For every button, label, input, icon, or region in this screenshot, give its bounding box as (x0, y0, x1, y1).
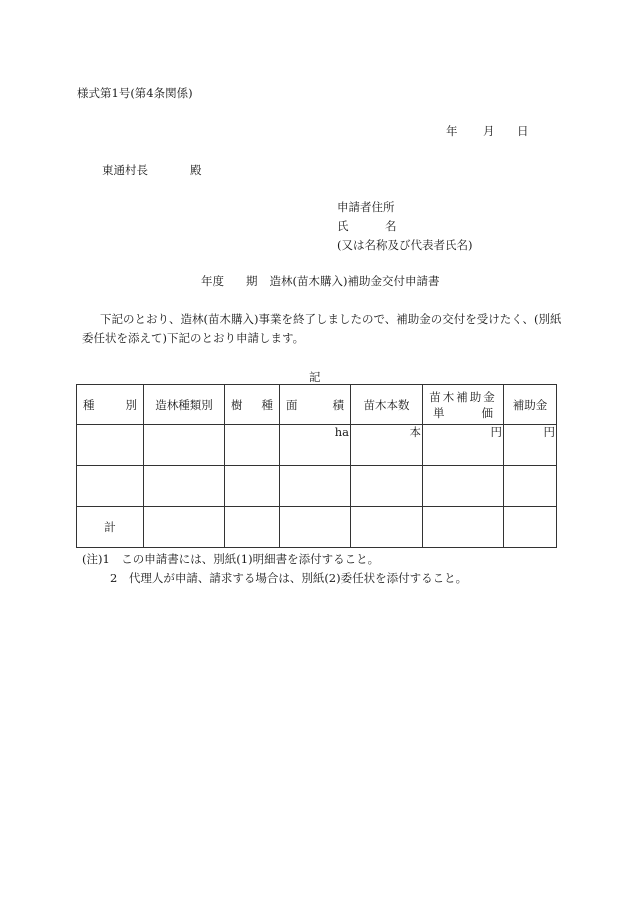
ki-heading: 記 (309, 370, 321, 384)
date-year-label: 年 (446, 124, 458, 138)
cell-subsidy-2[interactable] (504, 466, 557, 507)
form-number: 様式第1号(第4条関係) (77, 86, 193, 100)
applicant-name-label (337, 217, 472, 236)
cell-total-species[interactable] (225, 507, 280, 548)
cell-unit-price-2[interactable] (423, 466, 504, 507)
table-row (77, 466, 557, 507)
applicant-address-label: 申請者住所 (337, 200, 395, 214)
cell-species-1[interactable] (225, 425, 280, 466)
title-year-label: 年度 (201, 274, 224, 288)
name-label-1: 氏 (337, 219, 349, 233)
cell-area-1[interactable]: ha (280, 425, 351, 466)
date-line (446, 123, 529, 139)
table-header-row (77, 385, 557, 425)
cell-area-2[interactable] (280, 466, 351, 507)
addressee-name: 東通村長 (102, 163, 148, 177)
note-2: 2 代理人が申請、請求する場合は、別紙(2)委任状を添付すること。 (110, 571, 468, 585)
note-1: (注)1 この申請書には、別紙(1)明細書を添付すること。 (82, 552, 380, 566)
cell-total-subsidy[interactable] (504, 507, 557, 548)
grant-table (76, 384, 557, 548)
addressee-honorific: 殿 (190, 163, 202, 177)
table-total-row (77, 507, 557, 548)
table-row (77, 425, 557, 466)
applicant-block (337, 198, 472, 255)
addressee (102, 162, 202, 178)
title-name: 造林(苗木購入)補助金交付申請書 (269, 274, 440, 288)
cell-type-1[interactable] (77, 425, 144, 466)
cell-total-area[interactable] (280, 507, 351, 548)
body-text (82, 310, 562, 348)
date-day-label: 日 (517, 124, 529, 138)
header-forest-type: 造林種類別 (144, 385, 225, 425)
header-seedling-count: 苗木本数 (351, 385, 423, 425)
notes (82, 550, 467, 588)
applicant-name-note: (又は名称及び代表者氏名) (337, 238, 473, 252)
cell-total-unit-price[interactable] (423, 507, 504, 548)
cell-forest-type-1[interactable] (144, 425, 225, 466)
cell-seedlings-2[interactable] (351, 466, 423, 507)
document-title (201, 273, 439, 289)
header-unit-price: 苗木補助金 単 価 (423, 385, 504, 425)
cell-total-seedlings[interactable] (351, 507, 423, 548)
date-month-label: 月 (483, 124, 495, 138)
header-type: 種 別 (77, 385, 144, 425)
header-species: 樹 種 (225, 385, 280, 425)
body-text-content: 下記のとおり、造林(苗木購入)事業を終了しましたので、補助金の交付を受けたく、(別紙委任状を添えて)下記のとおり申請します。 (82, 312, 562, 345)
cell-seedlings-1[interactable]: 本 (351, 425, 423, 466)
header-area: 面 積 (280, 385, 351, 425)
title-period-label: 期 (246, 274, 258, 288)
cell-type-2[interactable] (77, 466, 144, 507)
cell-subsidy-1[interactable]: 円 (504, 425, 557, 466)
name-label-2: 名 (385, 219, 397, 233)
cell-unit-price-1[interactable]: 円 (423, 425, 504, 466)
cell-forest-type-2[interactable] (144, 466, 225, 507)
header-subsidy: 補助金 (504, 385, 557, 425)
cell-total-forest-type[interactable] (144, 507, 225, 548)
cell-species-2[interactable] (225, 466, 280, 507)
total-label: 計 (77, 507, 144, 548)
